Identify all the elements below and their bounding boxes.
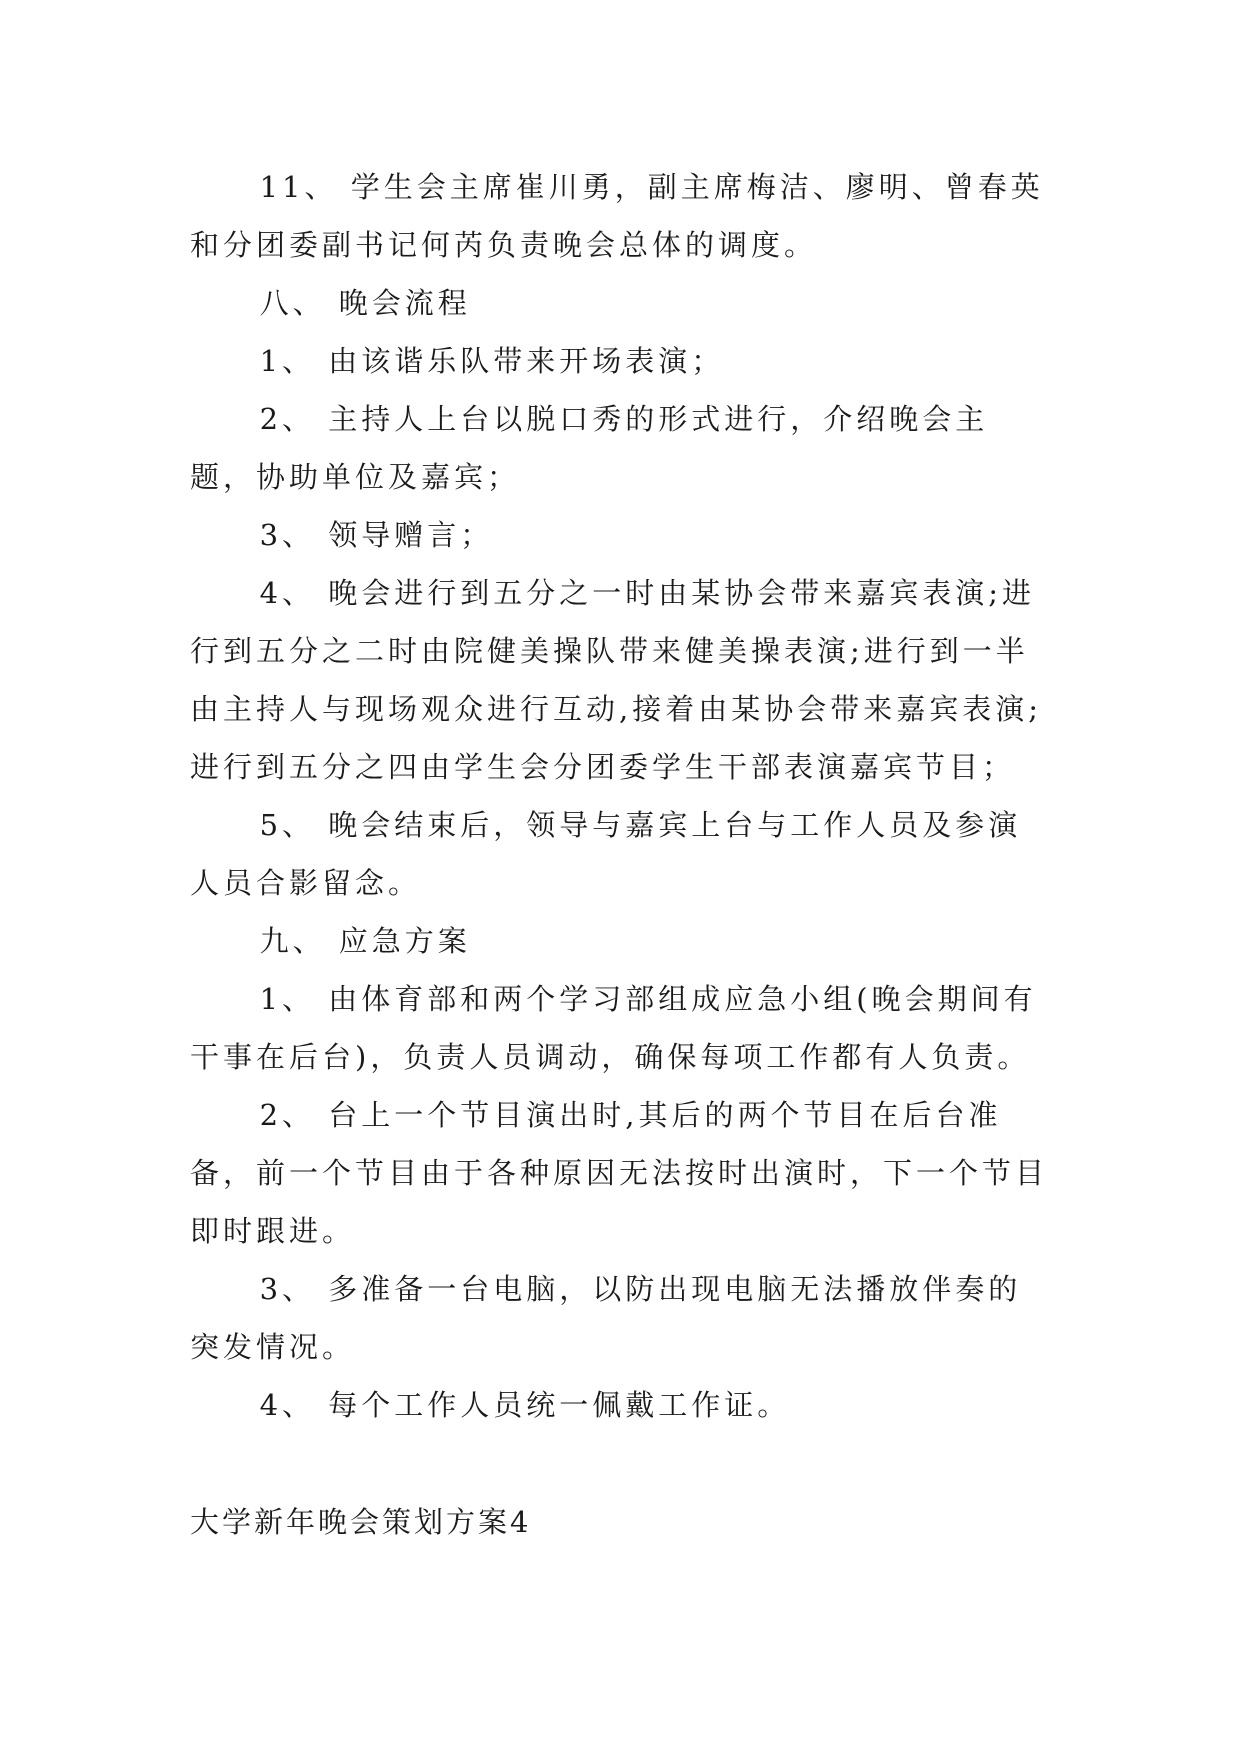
paragraph-emergency-1: 1、 由体育部和两个学习部组成应急小组(晚会期间有干事在后台)，负责人员调动，确保每项工作都有人负责。 [190,982,1037,1074]
paragraph-emergency-4: 4、 每个工作人员统一佩戴工作证。 [259,1388,791,1422]
section-heading-9: 九、 应急方案 [259,924,471,958]
paragraph-flow-3: 3、 领导赠言； [259,518,494,552]
paragraph-flow-1: 1、 由该谐乐队带来开场表演； [259,344,725,378]
paragraph-emergency-3: 3、 多准备一台电脑，以防出现电脑无法播放伴奏的突发情况。 [190,1272,1022,1364]
paragraph-emergency-2: 2、 台上一个节目演出时,其后的两个节目在后台准备，前一个节目由于各种原因无法按时出演时，下一个节目即时跟进。 [190,1098,1049,1248]
paragraph-item-11: 11、 学生会主席崔川勇，副主席梅洁、廖明、曾春英和分团委副书记何芮负责晚会总体的调度。 [190,170,1044,262]
paragraph-flow-4: 4、 晚会进行到五分之一时由某协会带来嘉宾表演;进行到五分之二时由院健美操队带来健美操表演;进行到一半由主持人与现场观众进行互动,接着由某协会带来嘉宾表演;进行到五分之四由学生会分团委学生干部表演嘉宾节目； [190,576,1042,784]
next-section-title: 大学新年晚会策划方案4 [190,1505,532,1539]
section-heading-8: 八、 晚会流程 [259,286,471,320]
paragraph-flow-2: 2、 主持人上台以脱口秀的形式进行，介绍晚会主题，协助单位及嘉宾； [190,402,989,494]
paragraph-flow-5: 5、 晚会结束后，领导与嘉宾上台与工作人员及参演人员合影留念。 [190,808,1022,900]
